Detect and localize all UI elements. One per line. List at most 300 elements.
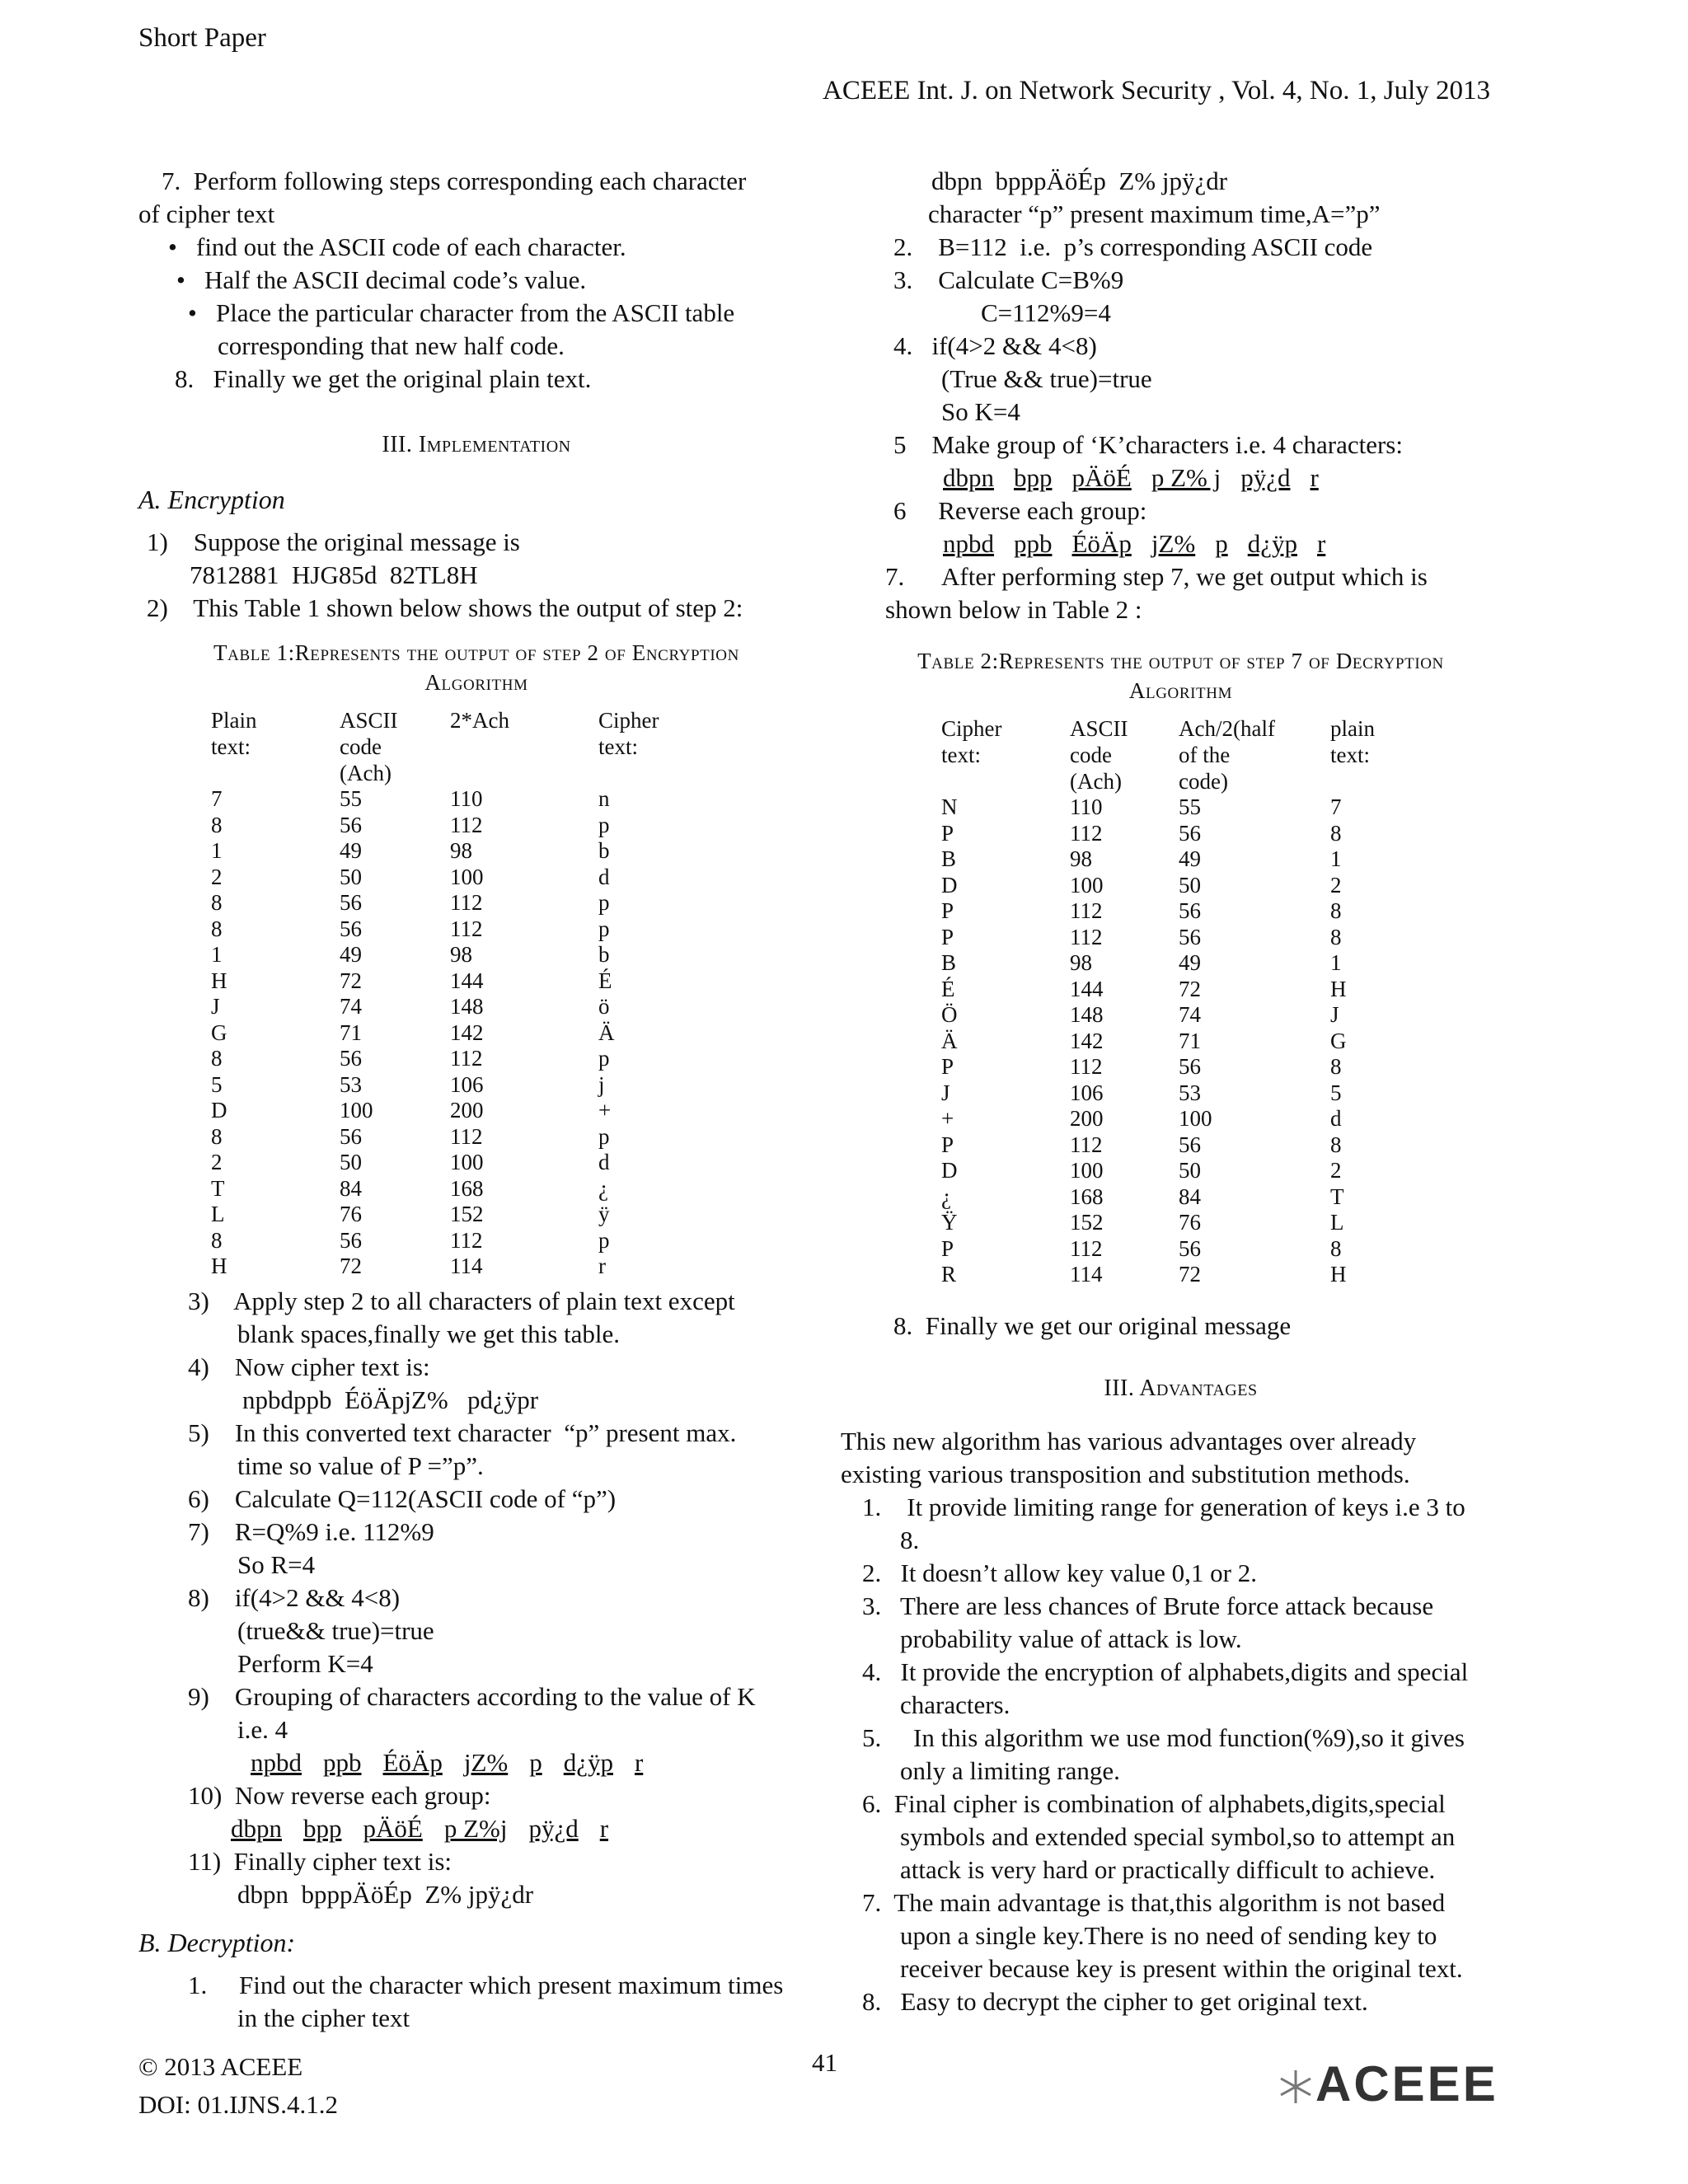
- table-row: [211, 1020, 681, 1047]
- table-cell: 112: [450, 1227, 483, 1253]
- group-token: jZ%: [463, 1747, 509, 1777]
- enc-step1: 1) Suppose the original message is: [147, 527, 520, 556]
- group-token: jZ%: [1151, 529, 1196, 558]
- dec-step3: 3. Calculate C=B%9: [893, 265, 1124, 294]
- table-cell: B: [941, 950, 957, 975]
- group-token: ppb: [323, 1747, 362, 1777]
- dec-step6: 6 Reverse each group:: [893, 496, 1147, 525]
- table-cell: 1: [211, 942, 223, 967]
- adv-intro: This new algorithm has various advantages over already: [841, 1426, 1417, 1455]
- group-token: pÿ¿d: [528, 1813, 579, 1843]
- dec-reversed-groups: [841, 527, 1521, 560]
- table-cell: b: [598, 942, 610, 967]
- dec-step7: 7. After performing step 7, we get output which is: [885, 562, 1428, 591]
- table-cell: H: [1330, 976, 1347, 1001]
- table-cell: 142: [1070, 1028, 1104, 1053]
- table-cell: 2: [211, 1150, 223, 1174]
- adv-item-6: 6. Final cipher is combination of alphabets,digits,special: [862, 1788, 1446, 1818]
- table-cell: 110: [1070, 794, 1103, 819]
- dec-step4-cont: So K=4: [941, 397, 1020, 426]
- table-cell: 56: [1179, 924, 1201, 949]
- dec-step2: 2. B=112 i.e. p’s corresponding ASCII code: [893, 232, 1373, 261]
- table-cell: +: [598, 1098, 612, 1122]
- table-cell: 106: [450, 1071, 484, 1097]
- dec-step3-cont: C=112%9=4: [981, 298, 1111, 327]
- enc-step5: 5) In this converted text character “p” present max.: [188, 1418, 737, 1447]
- table-cell: p: [598, 1046, 610, 1071]
- step7-line2: of cipher text: [138, 199, 275, 228]
- adv-item-3: 3. There are less chances of Brute force attack because: [862, 1591, 1434, 1620]
- table-cell: 8: [211, 1046, 223, 1071]
- group-token: r: [1310, 463, 1319, 492]
- table-cell: 72: [1179, 976, 1201, 1001]
- dec-cipher-text: dbpn bpppÄöÉp Z% jpÿ¿dr: [931, 166, 1228, 195]
- doi: DOI: 01.IJNS.4.1.2: [138, 2090, 338, 2119]
- table-cell: 112: [1070, 1054, 1103, 1079]
- table-cell: 148: [450, 994, 484, 1019]
- step8-line: 8. Finally we get the original plain text.: [175, 364, 592, 393]
- bullet-icon: [176, 265, 204, 294]
- table-cell: 8: [211, 812, 223, 837]
- enc-step3: 3) Apply step 2 to all characters of plain text except: [188, 1286, 735, 1315]
- group-token: pÄöÉ: [1071, 463, 1132, 492]
- enc-step7-cont: So R=4: [237, 1549, 316, 1579]
- table-cell: 200: [450, 1098, 484, 1122]
- table-row: [941, 925, 1413, 951]
- table-row: [941, 1106, 1413, 1132]
- table-row: [211, 865, 681, 891]
- table-cell: 8: [211, 1123, 223, 1149]
- table-cell: 76: [1179, 1210, 1201, 1235]
- enc-step9-cont: i.e. 4: [237, 1714, 288, 1744]
- table-cell: j: [598, 1071, 605, 1097]
- table-cell: p: [598, 1123, 610, 1149]
- table-cell: b: [598, 838, 610, 863]
- group-token: r: [634, 1747, 644, 1777]
- table-cell: 148: [1070, 1002, 1104, 1027]
- group-token: r: [1316, 529, 1326, 558]
- table-cell: 152: [450, 1202, 484, 1226]
- dec-step1-cont: in the cipher text: [237, 2003, 410, 2032]
- table-cell: 144: [1070, 976, 1104, 1001]
- table-row: [941, 950, 1413, 977]
- header-right: ACEEE Int. J. on Network Security , Vol. 4, No. 1, July 2013: [823, 76, 1490, 105]
- table-cell: 49: [1179, 846, 1201, 871]
- table-row: [211, 1202, 681, 1228]
- group-token: ppb: [1014, 529, 1053, 558]
- table-cell: 72: [340, 1254, 362, 1278]
- table-cell: P: [941, 1235, 954, 1261]
- table-cell: 8: [1330, 1235, 1342, 1261]
- table-cell: d: [1330, 1106, 1342, 1131]
- group-token: p Z% j: [1151, 463, 1221, 492]
- table-cell: 100: [1070, 872, 1104, 898]
- table-cell: ¿: [941, 1183, 951, 1209]
- table-cell: 112: [450, 890, 483, 915]
- group-token: bpp: [1014, 463, 1053, 492]
- table-cell: H: [211, 968, 227, 993]
- table-cell: 50: [340, 1150, 362, 1174]
- table-cell: 1: [1330, 846, 1342, 871]
- table-cell: R: [941, 1262, 957, 1286]
- adv-item-2: 2. It doesn’t allow key value 0,1 or 2.: [862, 1558, 1257, 1587]
- table-cell: d: [598, 1150, 610, 1174]
- table2-header-row: [941, 715, 1413, 794]
- bullet-item: • Place the particular character from the ASCII table: [138, 297, 814, 330]
- group-token: ÉöÄp: [1071, 529, 1132, 558]
- table-cell: G: [1330, 1028, 1347, 1053]
- table-row: [941, 1054, 1413, 1080]
- table-cell: 200: [1070, 1106, 1104, 1131]
- table-row: [211, 916, 681, 943]
- table-cell: p: [598, 1227, 610, 1253]
- table-header-cell: plain text:: [1330, 716, 1375, 767]
- table-cell: P: [941, 924, 954, 949]
- table-row: [211, 942, 681, 968]
- enc-step3-cont: blank spaces,finally we get this table.: [237, 1319, 621, 1348]
- table-cell: 5: [211, 1071, 223, 1097]
- bullet-item: • find out the ASCII code of each character.: [138, 231, 814, 264]
- dec-step1: 1. Find out the character which present maximum times: [188, 1970, 784, 1999]
- table-cell: P: [941, 1054, 954, 1079]
- group-token: npbd: [251, 1747, 302, 1777]
- table-cell: P: [941, 898, 954, 923]
- table-cell: 74: [1179, 1002, 1201, 1027]
- group-token: p Z%j: [443, 1813, 508, 1843]
- table-cell: 2: [211, 864, 223, 889]
- table-row: [211, 1254, 681, 1280]
- enc-step6: 6) Calculate Q=112(ASCII code of “p”): [188, 1483, 617, 1513]
- table-cell: 112: [450, 916, 483, 941]
- table-cell: 56: [1179, 1054, 1201, 1079]
- table-cell: D: [941, 1158, 958, 1183]
- table-cell: 56: [1179, 820, 1201, 846]
- dec-step4-cont: (True && true)=true: [941, 364, 1152, 393]
- table-cell: 84: [340, 1175, 362, 1201]
- adv-item-7-cont: upon a single key.There is no need of sending key to: [900, 1920, 1437, 1950]
- enc-final-cipher: dbpn bpppÄöÉp Z% jpÿ¿dr: [237, 1879, 534, 1909]
- table-row: [941, 1184, 1413, 1211]
- table-cell: Ÿ: [941, 1210, 958, 1235]
- table-cell: D: [211, 1098, 227, 1122]
- table-cell: 112: [450, 1123, 483, 1149]
- adv-item-7: 7. The main advantage is that,this algorithm is not based: [862, 1887, 1446, 1917]
- table-cell: 1: [1330, 950, 1342, 975]
- table-cell: n: [598, 786, 610, 811]
- enc-cipher-text: npbdppb ÉöÄpjZ% pd¿ÿpr: [242, 1385, 539, 1414]
- table-row: [941, 846, 1413, 873]
- table-cell: 56: [340, 1123, 362, 1149]
- enc-step10: 10) Now reverse each group:: [188, 1780, 491, 1810]
- adv-item-4-cont: characters.: [900, 1690, 1010, 1719]
- group-token: p: [1215, 529, 1228, 558]
- table-cell: 71: [340, 1019, 362, 1045]
- table-row: [941, 1236, 1413, 1263]
- table-cell: 1: [211, 838, 223, 863]
- table-cell: 50: [340, 864, 362, 889]
- table-cell: 56: [340, 890, 362, 915]
- table-cell: 98: [1070, 950, 1092, 975]
- table-cell: 71: [1179, 1028, 1201, 1053]
- table-cell: 49: [1179, 950, 1201, 975]
- table-row: [211, 1124, 681, 1151]
- table-header-cell: Ach/2(half of the code): [1179, 716, 1275, 794]
- table-cell: d: [598, 864, 610, 889]
- table-row: [941, 1080, 1413, 1107]
- dec-step7-cont: shown below in Table 2 :: [885, 595, 1142, 624]
- group-token: pÄöÉ: [363, 1813, 423, 1843]
- table-cell: J: [211, 994, 220, 1019]
- table-cell: 56: [340, 916, 362, 941]
- table-cell: ¿: [598, 1175, 608, 1201]
- adv-item-4: 4. It provide the encryption of alphabets,digits and special: [862, 1657, 1469, 1686]
- table-cell: 7: [1330, 794, 1342, 819]
- table-cell: É: [598, 968, 612, 993]
- enc-message: 7812881 HJG85d 82TL8H: [190, 560, 478, 589]
- table-cell: 55: [1179, 794, 1201, 819]
- table-cell: 72: [340, 968, 362, 993]
- dec-step8: 8. Finally we get our original message: [893, 1310, 1292, 1340]
- table-cell: 49: [340, 942, 362, 967]
- table-header-cell: ASCII code (Ach): [1070, 716, 1128, 794]
- table-cell: 84: [1179, 1183, 1201, 1209]
- adv-intro-cont: existing various transposition and substitution methods.: [841, 1459, 1410, 1488]
- table-row: [211, 1072, 681, 1099]
- enc-step11: 11) Finally cipher text is:: [188, 1846, 452, 1876]
- table-row: [941, 1262, 1413, 1288]
- table-cell: 72: [1179, 1262, 1201, 1286]
- table-cell: 50: [1179, 872, 1201, 898]
- dec-step5: 5 Make group of ‘K’characters i.e. 4 characters:: [893, 430, 1403, 459]
- table-row: [941, 1029, 1413, 1055]
- group-token: p: [529, 1747, 542, 1777]
- table-cell: 5: [1330, 1080, 1342, 1105]
- aceee-logo: [1276, 2056, 1507, 2111]
- table-cell: Ö: [941, 1002, 958, 1027]
- enc-groups: [138, 1746, 814, 1779]
- group-token: d¿ÿp: [1247, 529, 1297, 558]
- table-cell: D: [941, 872, 958, 898]
- table2: [941, 715, 1413, 1288]
- table-row: [211, 838, 681, 865]
- adv-item-6-cont: symbols and extended special symbol,so to attempt an: [900, 1821, 1456, 1851]
- bullet-icon: [188, 298, 216, 327]
- table-row: [211, 1228, 681, 1254]
- step7-line1: 7. Perform following steps corresponding each character: [162, 166, 747, 195]
- table-cell: 56: [1179, 898, 1201, 923]
- dec-step4: 4. if(4>2 && 4<8): [893, 331, 1097, 360]
- dec-max-char: character “p” present maximum time,A=”p”: [928, 199, 1381, 228]
- header-left: Short Paper: [138, 23, 266, 53]
- table-cell: 100: [1070, 1158, 1104, 1183]
- table-row: [211, 1046, 681, 1072]
- enc-step8-cont: Perform K=4: [237, 1648, 373, 1678]
- adv-item-6-cont: attack is very hard or practically difficult to achieve.: [900, 1854, 1436, 1884]
- table-row: [211, 890, 681, 916]
- table1-caption: Table 1:Represents the output of step 2 of Encryption Algorithm: [213, 640, 739, 695]
- adv-item-7-cont: receiver because key is present within the original text.: [900, 1953, 1463, 1983]
- group-token: d¿ÿp: [563, 1747, 613, 1777]
- table2-caption: Table 2:Represents the output of step 7 of Decryption Algorithm: [917, 649, 1444, 703]
- table-cell: +: [941, 1106, 954, 1131]
- table-cell: 98: [450, 838, 472, 863]
- table-row: [941, 1132, 1413, 1159]
- table-row: [941, 898, 1413, 925]
- section-heading-implementation: III. Implementation: [382, 432, 571, 457]
- table-cell: 168: [1070, 1183, 1104, 1209]
- group-token: pÿ¿d: [1240, 463, 1291, 492]
- table-cell: 56: [340, 812, 362, 837]
- table-cell: 8: [211, 890, 223, 915]
- table-cell: 76: [340, 1202, 362, 1226]
- table-cell: ö: [598, 994, 610, 1019]
- table-cell: 100: [340, 1098, 373, 1122]
- table-cell: 49: [340, 838, 362, 863]
- subsection-decryption: B. Decryption:: [138, 1927, 296, 1957]
- table-cell: 152: [1070, 1210, 1104, 1235]
- table-cell: 8: [1330, 1132, 1342, 1157]
- page-number: 41: [812, 2048, 837, 2077]
- table-cell: É: [941, 976, 955, 1001]
- group-token: dbpn: [943, 463, 994, 492]
- table-cell: 112: [450, 812, 483, 837]
- table-cell: ÿ: [598, 1202, 610, 1226]
- table-cell: 112: [1070, 1235, 1103, 1261]
- table-cell: 144: [450, 968, 484, 993]
- table-cell: P: [941, 820, 954, 846]
- table1: [211, 707, 681, 1280]
- enc-step5-cont: time so value of P =”p”.: [237, 1451, 484, 1480]
- table-header-cell: ASCII code (Ach): [340, 708, 398, 785]
- group-token: bpp: [303, 1813, 342, 1843]
- table-cell: L: [211, 1202, 225, 1226]
- table-row: [941, 977, 1413, 1003]
- table-row: [211, 813, 681, 839]
- enc-step7: 7) R=Q%9 i.e. 112%9: [188, 1516, 434, 1546]
- group-token: ÉöÄp: [382, 1747, 443, 1777]
- table-cell: 8: [1330, 1054, 1342, 1079]
- table-cell: G: [211, 1019, 227, 1045]
- table-row: [941, 873, 1413, 899]
- footer-left: [138, 2048, 338, 2124]
- table-row: [211, 994, 681, 1020]
- table1-header-row: [211, 707, 681, 786]
- table-cell: N: [941, 794, 958, 819]
- enc-step2: 2) This Table 1 shown below shows the output of step 2:: [147, 593, 743, 622]
- copyright: © 2013 ACEEE: [138, 2052, 303, 2081]
- table-cell: 8: [1330, 820, 1342, 846]
- table-cell: 56: [1179, 1235, 1201, 1261]
- table-cell: 114: [1070, 1262, 1103, 1286]
- table-cell: 100: [450, 1150, 484, 1174]
- table-cell: 56: [340, 1046, 362, 1071]
- enc-step8-cont: (true&& true)=true: [237, 1615, 434, 1645]
- table-cell: 100: [450, 864, 484, 889]
- star-icon: [1276, 2067, 1315, 2107]
- bullet-item: • Half the ASCII decimal code’s value.: [138, 264, 814, 297]
- table-cell: J: [1330, 1002, 1339, 1027]
- table-cell: 56: [1179, 1132, 1201, 1157]
- table-cell: 168: [450, 1175, 484, 1201]
- table-cell: 100: [1179, 1106, 1212, 1131]
- table-cell: L: [1330, 1210, 1344, 1235]
- table-cell: 112: [1070, 924, 1103, 949]
- table-cell: p: [598, 916, 610, 941]
- table-cell: 2: [1330, 872, 1342, 898]
- bullet-icon: [168, 232, 196, 261]
- table-header-cell: Cipher text:: [941, 716, 1002, 767]
- enc-step9: 9) Grouping of characters according to the value of K: [188, 1681, 756, 1711]
- table-row: [941, 821, 1413, 847]
- table-row: [211, 1176, 681, 1202]
- table-cell: 142: [450, 1019, 484, 1045]
- left-column: [138, 165, 814, 2035]
- table-cell: 8: [1330, 924, 1342, 949]
- table-cell: 8: [211, 916, 223, 941]
- table-cell: 112: [1070, 898, 1103, 923]
- adv-item-3-cont: probability value of attack is low.: [900, 1624, 1242, 1653]
- table-cell: Ä: [598, 1019, 615, 1045]
- table-cell: 112: [1070, 820, 1103, 846]
- table-cell: 114: [450, 1254, 483, 1278]
- table-cell: H: [211, 1254, 227, 1278]
- table-cell: T: [211, 1175, 225, 1201]
- adv-item-8: 8. Easy to decrypt the cipher to get original text.: [862, 1986, 1368, 2016]
- table-row: [211, 786, 681, 813]
- subsection-encryption: A. Encryption: [138, 485, 285, 514]
- table-row: [211, 968, 681, 995]
- table-cell: J: [941, 1080, 950, 1105]
- adv-item-1: 1. It provide limiting range for generation of keys i.e 3 to: [862, 1492, 1465, 1521]
- table-cell: 98: [1070, 846, 1092, 871]
- table-cell: 8: [211, 1227, 223, 1253]
- table-cell: p: [598, 812, 610, 837]
- enc-step4: 4) Now cipher text is:: [188, 1352, 430, 1381]
- table-cell: 7: [211, 786, 223, 811]
- table-cell: 53: [340, 1071, 362, 1097]
- table-row: [941, 1002, 1413, 1029]
- group-token: dbpn: [231, 1813, 282, 1843]
- enc-reversed-groups: [138, 1812, 814, 1845]
- section-heading-advantages: III. Advantages: [1104, 1375, 1258, 1401]
- table-row: [211, 1098, 681, 1124]
- table-row: [941, 1210, 1413, 1236]
- enc-step8: 8) if(4>2 && 4<8): [188, 1582, 401, 1612]
- table-cell: 106: [1070, 1080, 1104, 1105]
- table-cell: P: [941, 1132, 954, 1157]
- table-cell: 50: [1179, 1158, 1201, 1183]
- group-token: r: [599, 1813, 609, 1843]
- table-cell: 53: [1179, 1080, 1201, 1105]
- table-header-cell: Plain text:: [211, 708, 257, 759]
- table-row: [941, 794, 1413, 821]
- logo-text: ACEEE: [1315, 2056, 1498, 2111]
- adv-item-1-cont: 8.: [900, 1525, 920, 1554]
- table-cell: 55: [340, 786, 362, 811]
- table-cell: 74: [340, 994, 362, 1019]
- table-cell: 112: [450, 1046, 483, 1071]
- table-cell: 56: [340, 1227, 362, 1253]
- table-cell: 2: [1330, 1158, 1342, 1183]
- group-token: npbd: [943, 529, 994, 558]
- table-row: [941, 1158, 1413, 1184]
- adv-item-5-cont: only a limiting range.: [900, 1755, 1120, 1785]
- table-header-cell: Cipher text:: [598, 708, 659, 759]
- dec-groups: [841, 462, 1521, 494]
- table-cell: T: [1330, 1183, 1344, 1209]
- table-cell: H: [1330, 1262, 1347, 1286]
- right-column: [841, 165, 1521, 2018]
